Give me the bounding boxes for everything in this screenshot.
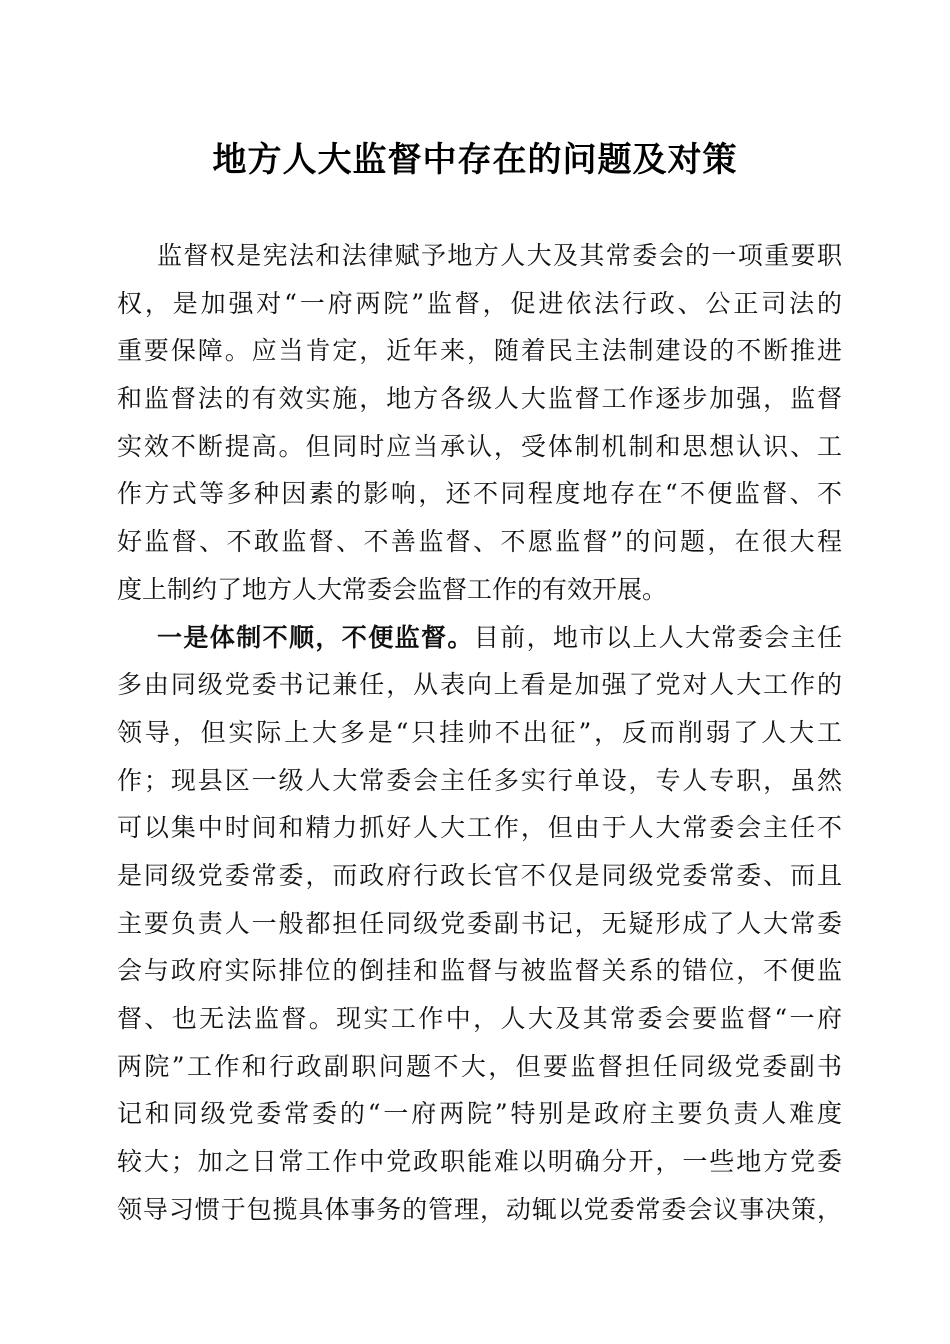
paragraph-2-line: 记和同级党委常委的“一府两院”特别是政府主要负责人难度	[117, 1099, 842, 1129]
paragraph-1-line: 权，是加强对“一府两院”监督，促进依法行政、公正司法的	[117, 288, 842, 318]
paragraph-2-line: 会与政府实际排位的倒挂和监督与被监督关系的错位，不便监	[117, 956, 842, 986]
paragraph-1-line: 作方式等多种因素的影响，还不同程度地存在“不便监督、不	[117, 479, 842, 509]
paragraph-1-line: 和监督法的有效实施，地方各级人大监督工作逐步加强，监督	[117, 384, 842, 414]
paragraph-2-first-line	[117, 614, 842, 662]
paragraph-2-line: 较大；加之日常工作中党政职能难以明确分开，一些地方党委	[117, 1147, 842, 1177]
paragraph-1-line: 好监督、不敢监督、不善监督、不愿监督”的问题，在很大程	[117, 527, 842, 557]
paragraph-2-line: 多由同级党委书记兼任，从表向上看是加强了党对人大工作的	[117, 670, 842, 700]
paragraph-1-line: 度上制约了地方人大常委会监督工作的有效开展。	[117, 574, 668, 604]
paragraph-2-first-rest: 目前，地市以上人大常委会主任	[473, 622, 842, 652]
document-body	[117, 232, 842, 1233]
paragraph-2-line: 可以集中时间和精力抓好人大工作，但由于人大常委会主任不	[117, 813, 842, 843]
paragraph-2-line: 督、也无法监督。现实工作中，人大及其常委会要监督“一府	[117, 1004, 842, 1033]
paragraph-2-lead: 一是体制不顺，不便监督。	[157, 622, 474, 652]
paragraph-1-line: 重要保障。应当肯定，近年来，随着民主法制建设的不断推进	[117, 336, 842, 366]
paragraph-2-line: 主要负责人一般都担任同级党委副书记，无疑形成了人大常委	[117, 908, 842, 938]
paragraph-2-line: 作；现县区一级人大常委会主任多实行单设，专人专职，虽然	[117, 765, 842, 795]
paragraph-2-line: 领导，但实际上大多是“只挂帅不出征”，反而削弱了人大工	[117, 717, 842, 747]
paragraph-2-line: 领导习惯于包揽具体事务的管理，动辄以党委常委会议事决策，	[117, 1194, 842, 1224]
document-title: 地方人大监督中存在的问题及对策	[212, 140, 738, 180]
paragraph-2-line: 是同级党委常委，而政府行政长官不仅是同级党委常委、而且	[117, 860, 842, 890]
paragraph-1-line: 监督权是宪法和法律赋予地方人大及其常委会的一项重要职	[157, 241, 842, 270]
paragraph-1-line: 实效不断提高。但同时应当承认，受体制机制和思想认识、工	[117, 431, 842, 461]
paragraph-2-line: 两院”工作和行政副职问题不大，但要监督担任同级党委副书	[117, 1051, 842, 1081]
